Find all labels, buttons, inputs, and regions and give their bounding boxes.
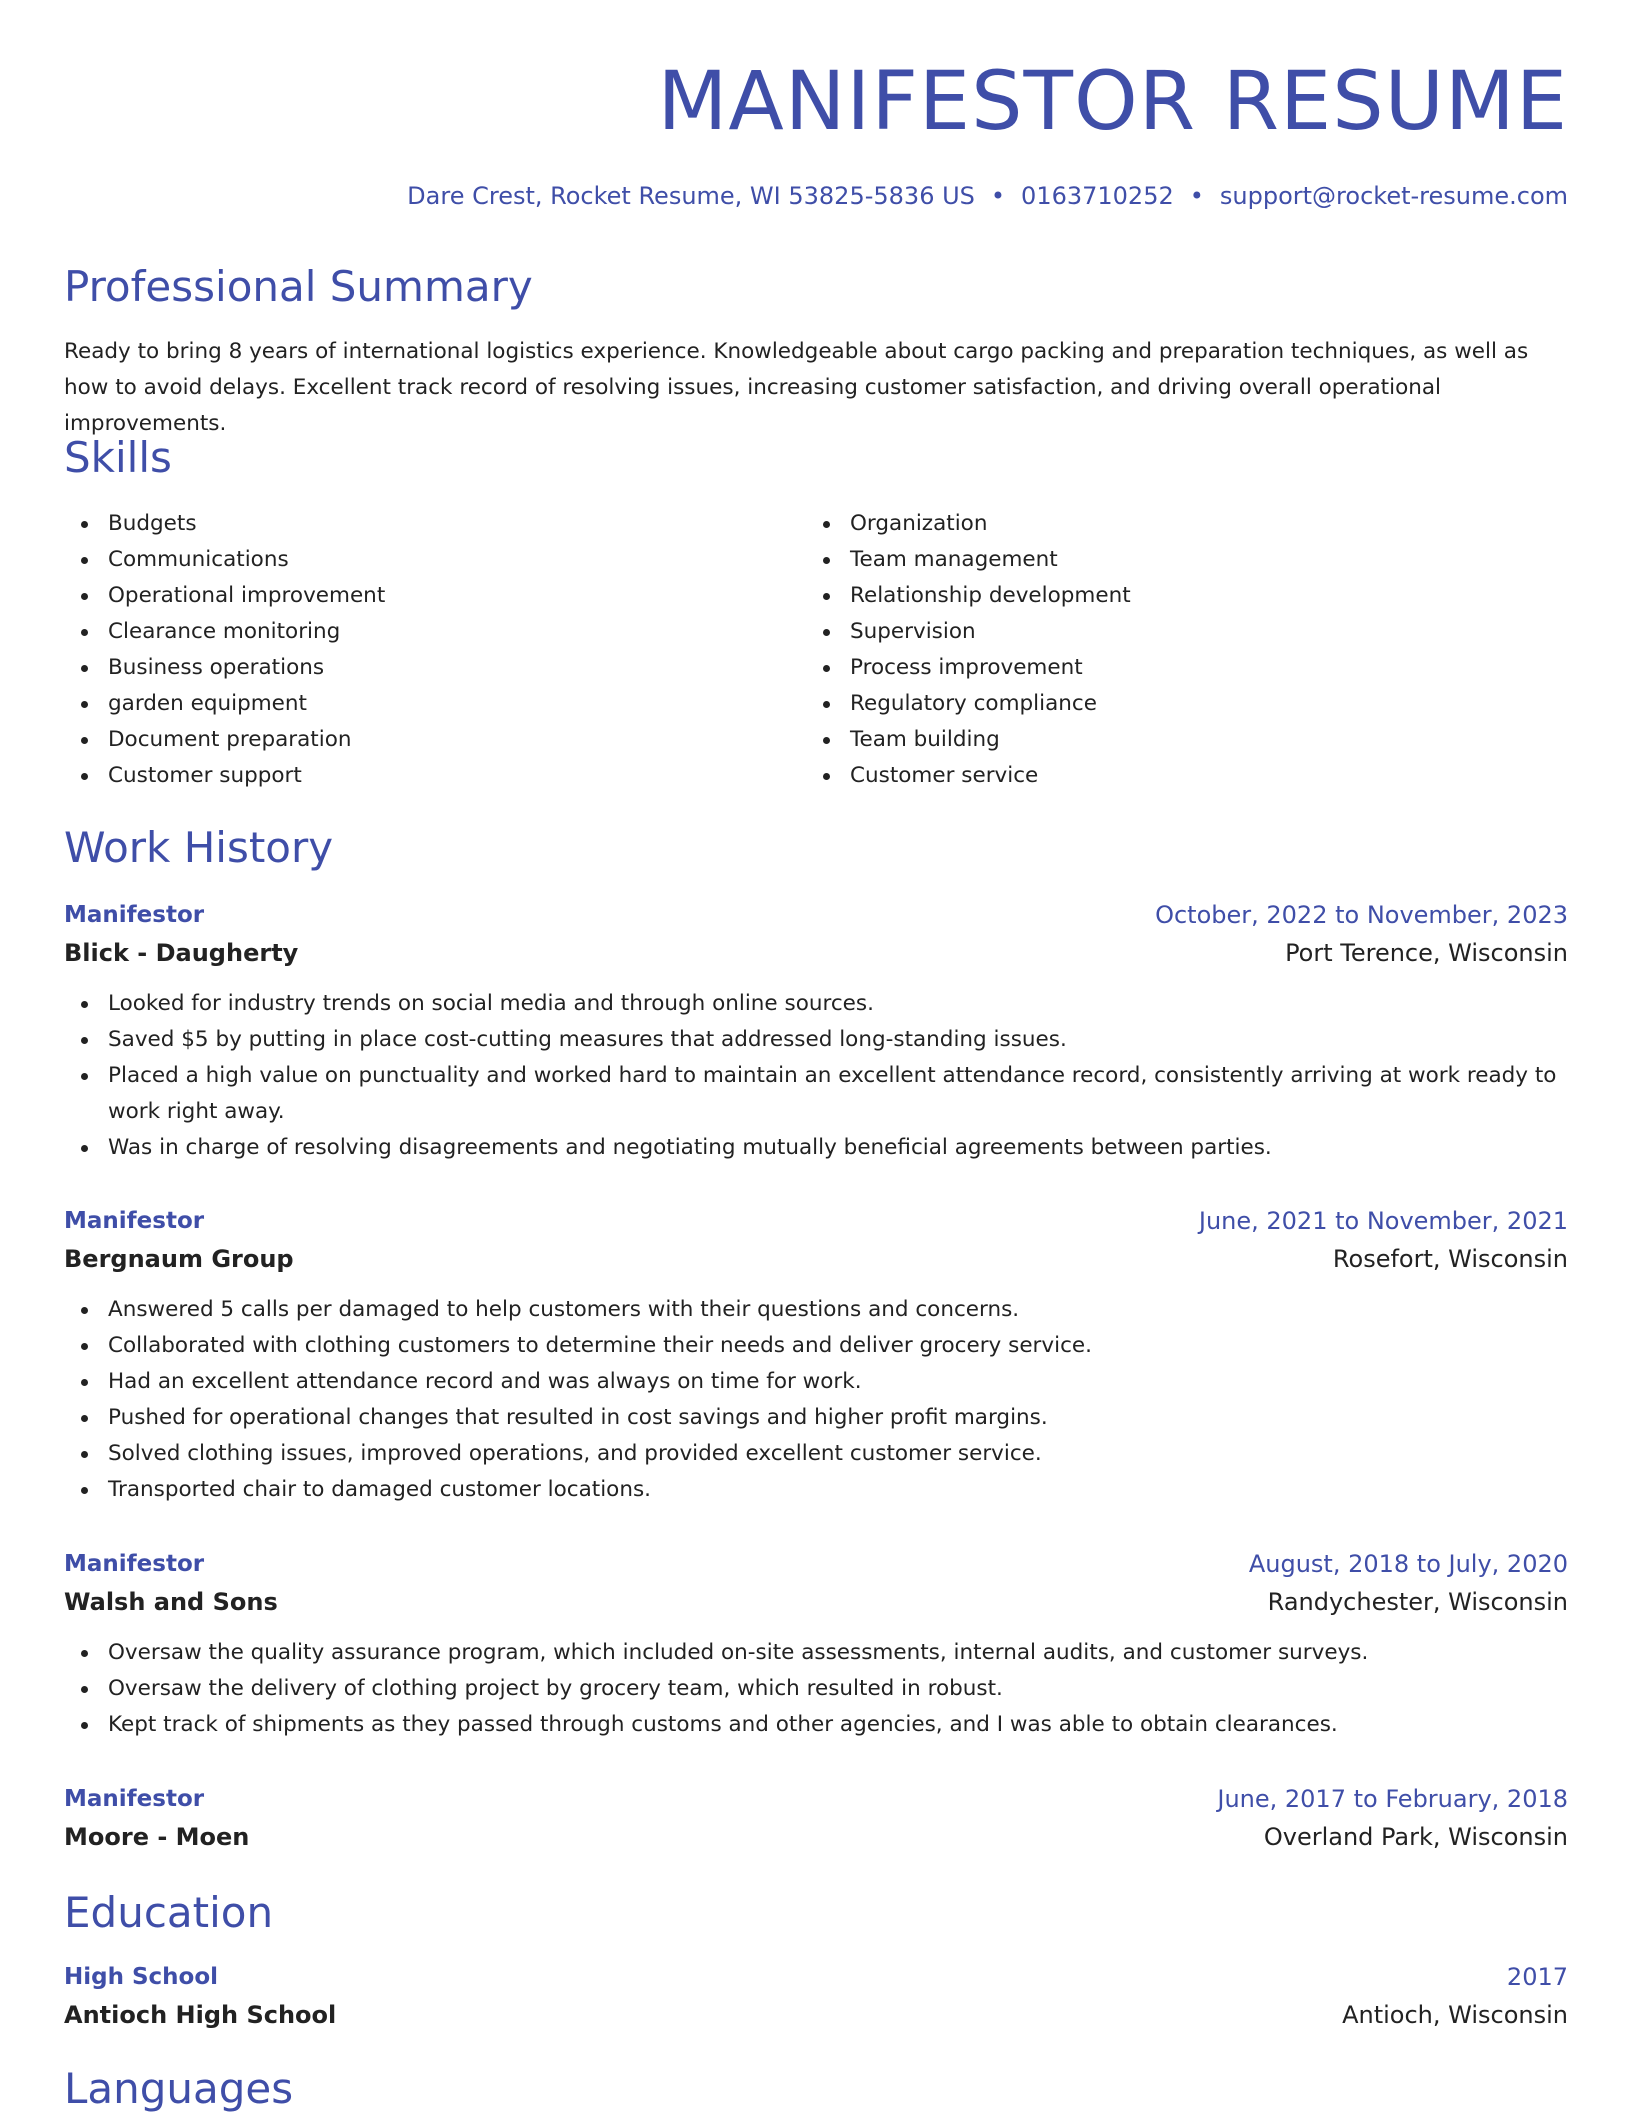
skills-heading: Skills xyxy=(64,433,172,482)
skill-item: Business operations xyxy=(64,650,385,686)
skill-item: Team building xyxy=(806,722,1131,758)
job-duty: Kept track of shipments as they passed through customs and other agencies, and I was able to obtain clearances. xyxy=(64,1707,1568,1743)
job-entry xyxy=(64,896,1568,1166)
skill-item: garden equipment xyxy=(64,686,385,722)
skill-item: Team management xyxy=(806,542,1131,578)
job-role: Manifestor xyxy=(64,1786,205,1812)
job-dates: June, 2017 to February, 2018 xyxy=(1217,1785,1568,1813)
skill-item: Customer support xyxy=(64,758,385,794)
job-duties xyxy=(64,1292,1568,1508)
job-duty: Was in charge of resolving disagreements and negotiating mutually beneficial agreements between parties. xyxy=(64,1130,1568,1166)
skill-item: Clearance monitoring xyxy=(64,614,385,650)
job-duty: Transported chair to damaged customer locations. xyxy=(64,1472,1568,1508)
summary-text: Ready to bring 8 years of international logistics experience. Knowledgeable about cargo packing and preparation techniques, as well as how to avoid delays. Excellent track record of resolving issues, increasing customer satisfaction, and driving overall operational improvements. xyxy=(64,339,1529,436)
job-duty: Collaborated with clothing customers to determine their needs and deliver grocery service. xyxy=(64,1328,1568,1364)
skill-item: Regulatory compliance xyxy=(806,686,1131,722)
contact-line xyxy=(407,180,1568,212)
contact-separator: • xyxy=(990,182,1006,210)
contact-address: Dare Crest, Rocket Resume, WI 53825-5836 US xyxy=(407,182,975,210)
job-location: Randychester, Wisconsin xyxy=(1267,1588,1568,1616)
job-role: Manifestor xyxy=(64,1551,205,1577)
job-location: Port Terence, Wisconsin xyxy=(1285,939,1568,967)
education-degree: High School xyxy=(64,1964,219,1990)
job-duties xyxy=(64,1635,1568,1743)
resume-name: MANIFESTOR RESUME xyxy=(657,55,1568,149)
skill-item: Operational improvement xyxy=(64,578,385,614)
job-duty: Placed a high value on punctuality and worked hard to maintain an excellent attendance record, consistently arriving at work ready to work right away. xyxy=(64,1058,1568,1130)
contact-email: support@rocket-resume.com xyxy=(1219,182,1568,210)
contact-separator: • xyxy=(1189,182,1204,210)
contact-phone: 0163710252 xyxy=(1021,182,1174,210)
job-role: Manifestor xyxy=(64,902,205,928)
job-duty: Had an excellent attendance record and was always on time for work. xyxy=(64,1364,1568,1400)
job-entry xyxy=(64,1202,1568,1508)
job-duty: Oversaw the quality assurance program, which included on-site assessments, internal audits, and customer surveys. xyxy=(64,1635,1568,1671)
skill-item: Document preparation xyxy=(64,722,385,758)
job-duties xyxy=(64,986,1568,1166)
skill-item: Budgets xyxy=(64,506,385,542)
skills-list-left xyxy=(64,506,385,794)
job-duty: Pushed for operational changes that resulted in cost savings and higher profit margins. xyxy=(64,1400,1568,1436)
skill-item: Communications xyxy=(64,542,385,578)
education-year: 2017 xyxy=(1506,1963,1568,1991)
job-duty: Looked for industry trends on social media and through online sources. xyxy=(64,986,1568,1022)
job-duty: Answered 5 calls per damaged to help customers with their questions and concerns. xyxy=(64,1292,1568,1328)
education-school: Antioch High School xyxy=(64,2001,337,2029)
job-company: Moore - Moen xyxy=(64,1823,250,1851)
skill-item: Customer service xyxy=(806,758,1131,794)
job-dates: June, 2021 to November, 2021 xyxy=(1198,1207,1568,1235)
summary-heading: Professional Summary xyxy=(64,262,533,311)
job-role: Manifestor xyxy=(64,1208,205,1234)
education-heading: Education xyxy=(64,1888,274,1937)
job-company: Blick - Daugherty xyxy=(64,939,299,967)
work-history-heading: Work History xyxy=(64,823,334,872)
job-location: Rosefort, Wisconsin xyxy=(1332,1245,1568,1273)
job-dates: August, 2018 to July, 2020 xyxy=(1248,1550,1568,1578)
skill-item: Organization xyxy=(806,506,1131,542)
skills-column-right xyxy=(806,506,1131,794)
job-entry xyxy=(64,1780,1568,1856)
job-duty: Solved clothing issues, improved operations, and provided excellent customer service. xyxy=(64,1436,1568,1472)
job-duty: Oversaw the delivery of clothing project by grocery team, which resulted in robust. xyxy=(64,1671,1568,1707)
job-company: Walsh and Sons xyxy=(64,1588,278,1616)
education-location: Antioch, Wisconsin xyxy=(1342,2001,1568,2029)
job-entry xyxy=(64,1545,1568,1743)
job-dates: October, 2022 to November, 2023 xyxy=(1155,901,1568,929)
skills-column-left xyxy=(64,506,385,794)
job-location: Overland Park, Wisconsin xyxy=(1263,1823,1568,1851)
job-duty: Saved $5 by putting in place cost-cutting measures that addressed long-standing issues. xyxy=(64,1022,1568,1058)
job-company: Bergnaum Group xyxy=(64,1245,294,1273)
skills-list-right xyxy=(806,506,1131,794)
education-entry xyxy=(64,1958,1568,2034)
languages-heading: Languages xyxy=(64,2064,294,2113)
skill-item: Supervision xyxy=(806,614,1131,650)
skill-item: Process improvement xyxy=(806,650,1131,686)
skill-item: Relationship development xyxy=(806,578,1131,614)
